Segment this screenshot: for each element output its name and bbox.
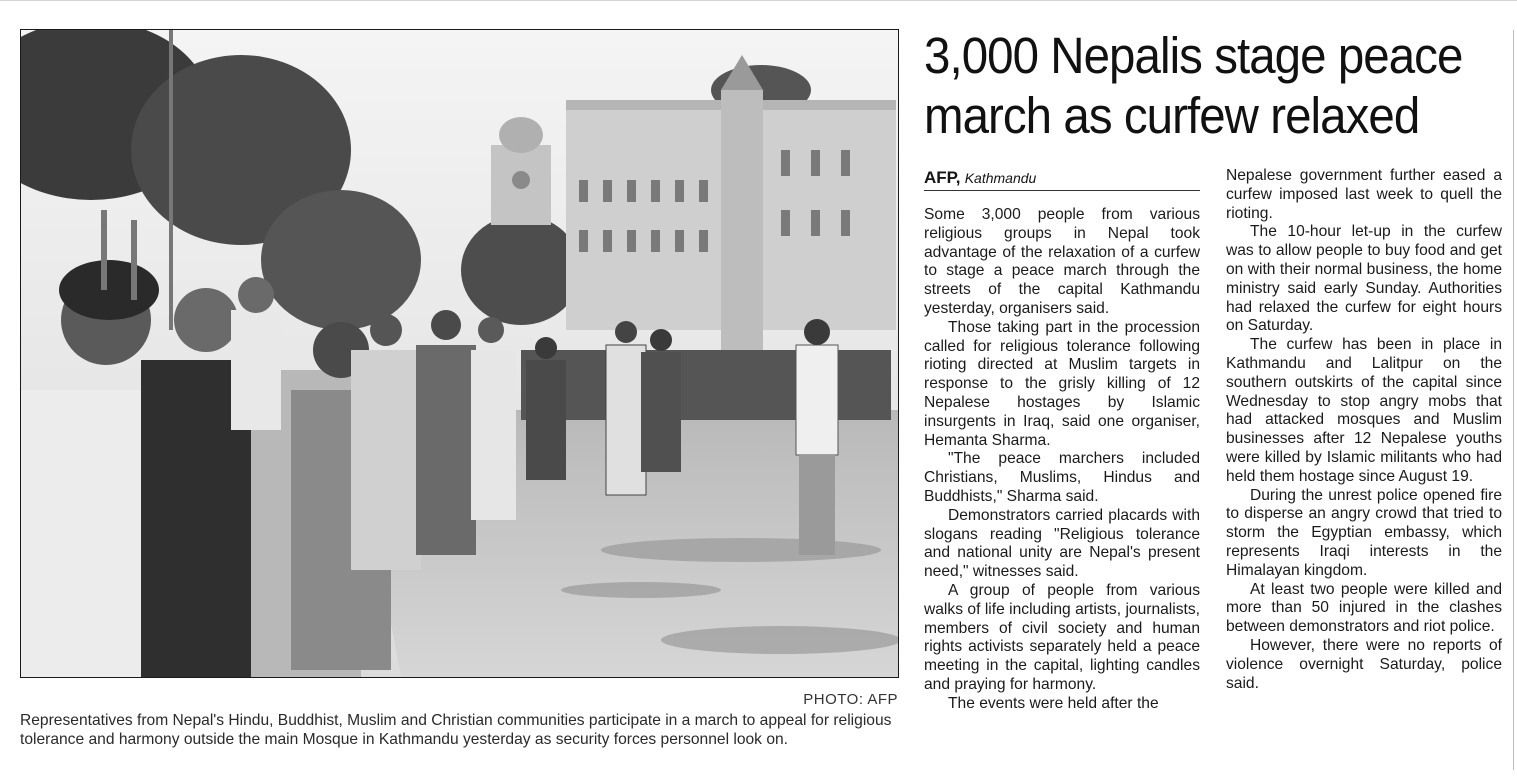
article-column-2: [1226, 167, 1502, 693]
paragraph: A group of people from various walks of life including artists, journalists, members of civil society and human rights activists separately held a peace meeting in the capital, lighting candles and praying for harmony.: [924, 581, 1200, 693]
article-column-1: [924, 206, 1200, 714]
paragraph: Some 3,000 people from various religious groups in Nepal took advantage of the relaxation of a curfew to stage a peace march through the streets of the capital Kathmandu yesterday, organisers said.: [924, 206, 1200, 317]
paragraph: The curfew has been in place in Kathmandu and Lalitpur on the southern outskirts of the capital since Wednesday to stop angry mobs that had attacked mosques and Muslim businesses after 12 Nepalese youths were killed by Islamic militants who had held them hostage since August 19.: [1226, 336, 1502, 485]
paragraph: At least two people were killed and more than 50 injured in the clashes between demonstrators and riot police.: [1226, 580, 1502, 636]
news-photo: [20, 29, 899, 678]
photo-caption: Representatives from Nepal's Hindu, Buddhist, Muslim and Christian communities participate in a march to appeal for religious tolerance and harmony outside the main Mosque in Kathmandu yesterday as security forces personnel look on.: [20, 712, 892, 748]
paragraph: The 10-hour let-up in the curfew was to allow people to buy food and get on with their normal business, the home ministry said early Sunday. Authorities had relaxed the curfew for eight hours on Saturday.: [1226, 223, 1502, 335]
paragraph: "The peace marchers included Christians, Muslims, Hindus and Buddhists," Sharma said.: [924, 450, 1200, 505]
byline-agency: AFP,: [924, 168, 961, 187]
byline-place: Kathmandu: [964, 170, 1037, 186]
paragraph: Demonstrators carried placards with slogans reading "Religious tolerance and national unity are Nepal's present need," witnesses said.: [924, 506, 1200, 581]
paragraph: The events were held after the: [948, 694, 1159, 712]
paragraph: During the unrest police opened fire to disperse an angry crowd that tried to storm the Egyptian embassy, which represents Iraqi interests in the Himalayan kingdom.: [1226, 486, 1502, 579]
paragraph: However, there were no reports of violence overnight Saturday, police said.: [1226, 636, 1502, 692]
paragraph: Those taking part in the procession called for religious tolerance following rioting directed at Muslim targets in response to the grisly killing of 12 Nepalese hostages by Islamic insurgents in Iraq, said one organiser, Hemanta Sharma.: [924, 318, 1200, 449]
byline: [924, 168, 1200, 191]
top-rule: [0, 0, 1517, 1]
paragraph: Nepalese government further eased a curfew imposed last week to quell the rioting.: [1226, 167, 1502, 222]
column-rule: [1513, 30, 1514, 770]
photo-credit: PHOTO: AFP: [803, 691, 898, 708]
headline: 3,000 Nepalis stage peace march as curfew relaxed: [924, 27, 1463, 144]
